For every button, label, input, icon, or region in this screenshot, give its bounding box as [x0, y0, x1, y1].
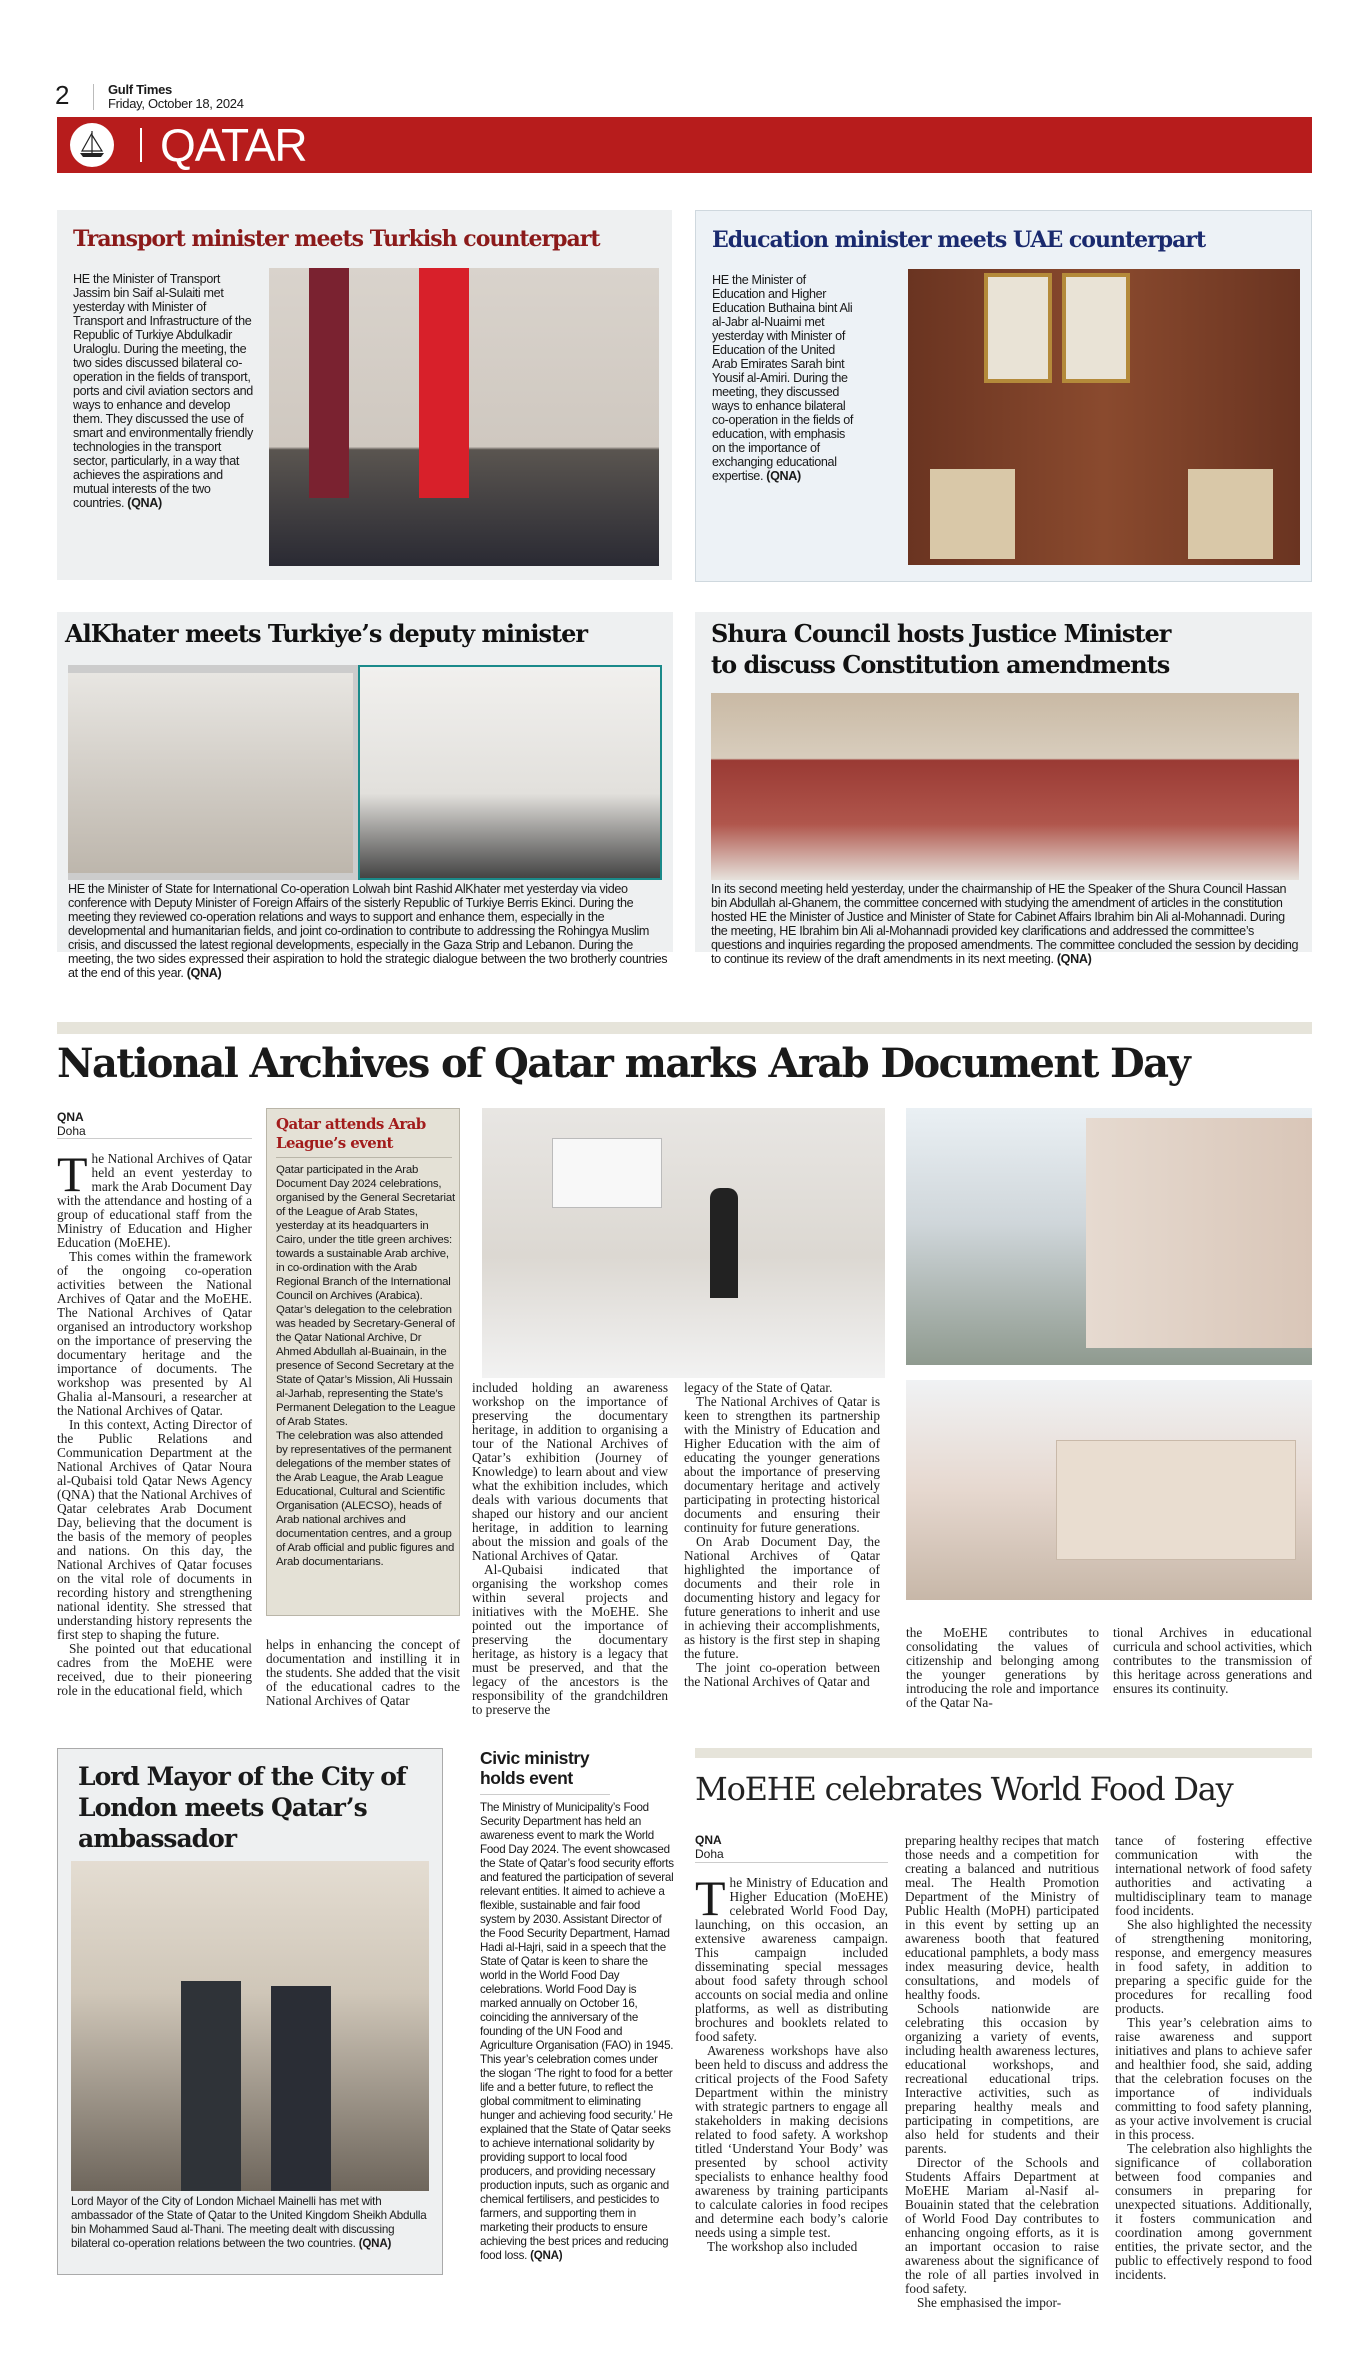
story-body: In its second meeting held yesterday, under the chairmanship of HE the Speaker of the Shura Council Hassan bin Abdullah al-Ghanem, the committee concerned with studying the amendment of articles in the constitution hosted HE the Minister of Justice and Minister of State for Cabinet Affairs Ibrahim bin Ali al-Mohannadi. During the meeting, HE Ibrahim bin Ali al-Mohannadi provided key clarifications and addressed the committee’s questions and inquiries regarding the proposed amendments. The committee concluded the session by deciding to continue its review of the draft amendments in its next meeting.	[711, 882, 1299, 966]
paragraph: helps in enhancing the concept of documentation and instilling it in the students. She added that the visit of the educational cadres to the National Archives of Qatar	[266, 1637, 460, 1708]
paragraph: preparing healthy recipes that match those needs and a competition for creating a balanced and nutritious meal. The Health Promotion Department of the Ministry of Public Health (MoPH) participated in this event by setting up an awareness booth that featured educational pamphlets, a body mass index measuring device, health consultations, and models of healthy foods.	[905, 1833, 1099, 2002]
paragraph: included holding an awareness workshop on the importance of preserving the documentary heritage, in addition to organising a tour of the National Archives of Qatar’s exhibition (Journey of Knowledge) to learn about and view what the exhibition includes, which deals with various documents that shaped our history and our ancient heritage, in addition to learning about the mission and goals of the National Archives of Qatar.	[472, 1380, 668, 1563]
article-column-4	[684, 1381, 880, 1689]
paragraph: he Ministry of Education and Higher Education (MoEHE) celebrated World Food Day, launching, on this occasion, an extensive awareness campaign. This campaign included disseminating special messages about food safety through school accounts on social media and online platforms, as well as distributing brochures and booklets related to food safety.	[695, 1875, 888, 2044]
byline	[57, 1110, 252, 1138]
article-column-3	[472, 1381, 668, 1717]
paragraph: the MoEHE contributes to consolidating the values of citizenship and belonging among the younger generations by introducing the role and importance of the Qatar Na-	[906, 1625, 1099, 1710]
section-rule	[57, 1022, 1312, 1034]
paragraph: She emphasised the impor-	[917, 2295, 1062, 2310]
workshop-photo	[482, 1108, 885, 1378]
story-credit: (QNA)	[127, 496, 162, 510]
transport-story	[57, 210, 672, 580]
dhow-logo-icon	[70, 123, 114, 167]
story-body: The Ministry of Municipality’s Food Security Department has held an awareness event to mark the World Food Day 2024. The event showcased the State of Qatar’s food security efforts and featured the participation of several relevant entities. It aimed to achieve a flexible, sustainable and fair food system by 2030. Assistant Director of the Food Security Department, Hamad Hadi al-Hajri, said in a speech that the State of Qatar is keen to share the world in the World Food Day celebrations. World Food Day is marked annually on October 16, coinciding the anniversary of the founding of the UN Food and Agriculture Organisation (FAO) in 1945. This year’s celebration comes under the slogan ‘The right to food for a better life and a better future, to reflect the global commitment to eliminating hunger and achieving food security.’ He explained that the State of Qatar seeks to achieve international solidarity by providing support to local food producers, and providing necessary production inputs, such as organic and chemical fertilisers, and pesticides to farmers, and supporting them in marketing their products to ensure achieving the best prices and reducing food loss.	[480, 1801, 674, 2262]
story-credit: (QNA)	[1056, 952, 1092, 966]
page-number: 2	[55, 80, 70, 110]
paragraph: The celebration also highlights the significance of collaboration between food companies and consumers in preparing for unexpected situations. Additionally, it fosters communication and coordination among government entities, the private sector, and the public to effectively respond to food incidents.	[1115, 2141, 1312, 2282]
divider	[57, 1138, 252, 1139]
paragraph: Schools nationwide are celebrating this occasion by organizing a variety of events, including health awareness lectures, educational workshops, and recreational educational trips. Interactive activities, such as preparing healthy meals and participating in competitions, are also held for students and their parents.	[905, 2001, 1099, 2156]
council-meeting-photo	[711, 693, 1299, 880]
paper-name: Gulf Times	[108, 82, 172, 97]
civic-story	[480, 1748, 676, 2263]
meeting-photo	[71, 1861, 429, 2191]
story-headline: MoEHE celebrates World Food Day	[695, 1770, 1233, 1808]
exhibition-photo	[906, 1380, 1312, 1600]
byline-agency: QNA	[57, 1110, 84, 1124]
article-column-2	[905, 1834, 1099, 2310]
article-column-1	[695, 1870, 888, 2254]
lord-mayor-story	[57, 1748, 443, 2275]
byline-place: Doha	[57, 1124, 86, 1138]
paragraph: Qatar’s delegation to the celebration was headed by Secretary-General of the Qatar National Archive, Dr Ahmed Abdullah al-Buainain, in the presence of Second Secretary at the State of Qatar’s Mission, Ali Hussain al-Jarhab, representing the State’s Permanent Delegation to the League of Arab States.	[276, 1304, 456, 1428]
drop-cap: T	[695, 1870, 726, 1926]
issue-date: Friday, October 18, 2024	[108, 96, 244, 111]
divider	[93, 84, 94, 110]
exhibition-photo	[906, 1108, 1312, 1365]
headline-line: to discuss Constitution amendments	[711, 650, 1170, 679]
story-credit: (QNA)	[186, 966, 222, 980]
story-headline: Civic ministry holds event	[480, 1748, 610, 1795]
story-body: HE the Minister of Transport Jassim bin Saif al-Sulaiti met yesterday with Minister of Transport and Infrastructure of the Republic of Turkiye Abdulkadir Uraloglu. During the meeting, the two sides discussed bilateral co-operation in the fields of transport, ports and civil aviation sectors and ways to enhance and develop them. They discussed the use of smart and environmentally friendly technologies in the transport sector, particularly, in a way that achieves the aspirations and mutual interests of the two countries.	[73, 272, 253, 510]
paragraph: Awareness workshops have also been held to discuss and address the critical projects of the Food Safety Department within the ministry with strategic partners to engage all stakeholders in making decisions related to food safety. A workshop titled ‘Understand Your Body’ was presented by school activity specialists to enhance healthy food awareness by training participants to calculate calories in food recipes and determine each body’s calorie needs using a simple test.	[695, 2043, 888, 2240]
paragraph: tional Archives in educational curricula and school activities, which contributes to the transmission of this heritage across generations and ensures its continuity.	[1113, 1625, 1312, 1696]
byline-place: Doha	[695, 1847, 724, 1861]
headline-line: Shura Council hosts Justice Minister	[711, 619, 1171, 648]
sidebar-headline: Qatar attends Arab League’s event	[276, 1115, 452, 1158]
section-title: QATAR	[160, 119, 307, 171]
paragraph: The workshop also included	[707, 2239, 858, 2254]
paragraph: She pointed out that educational cadres from the MoEHE were received, due to their pioneering role in the educational field, which	[57, 1641, 252, 1698]
paragraph: Qatar participated in the Arab Document Day 2024 celebrations, organised by the General Secretariat of the League of Arab States, yesterday at its headquarters in Cairo, under the title green archives: towards a sustainable Arab archive, in co-ordination with the Arab Regional Branch of the International Council on Archives (Arabica).	[276, 1164, 455, 1302]
divider	[140, 128, 142, 162]
meeting-photo	[908, 269, 1300, 565]
story-credit: (QNA)	[358, 2237, 392, 2250]
sidebar-box	[266, 1108, 460, 1616]
alkhater-story	[57, 612, 673, 980]
story-headline: Education minister meets UAE counterpart	[712, 227, 1206, 253]
paragraph: On Arab Document Day, the National Archives of Qatar highlighted the importance of documents and their role in documenting history and legacy for future generations to inherit and use in achieving their accomplishments, as history is the first step in shaping the future.	[684, 1534, 880, 1661]
paragraph: The joint co-operation between the National Archives of Qatar and	[684, 1660, 880, 1689]
story-headline: AlKhater meets Turkiye’s deputy minister	[65, 619, 588, 648]
photo-caption: Lord Mayor of the City of London Michael Mainelli has met with ambassador of the State of Qatar to the United Kingdom Sheikh Abdulla bin Mohammed Saud al-Thani. The meeting dealt with discussing bilateral co-operation relations between the two countries.	[71, 2195, 427, 2250]
drop-cap: T	[57, 1146, 88, 1202]
paragraph: Director of the Schools and Students Affairs Department at MoEHE Mariam al-Nasif al-Bouainin stated that the celebration of World Food Day contributes to enhancing ongoing efforts, as it is an important occasion to raise awareness about the significance of the role of all parties involved in food safety.	[905, 2155, 1099, 2296]
paragraph: The celebration was also attended by representatives of the permanent delegations of the member states of the Arab League, the Arab League Educational, Cultural and Scientific Organisation (ALECSO), heads of Arab national archives and documentation centres, and a group of Arab official and public figures and Arab documentarians.	[276, 1430, 455, 1568]
byline-agency: QNA	[695, 1833, 722, 1847]
paragraph: In this context, Acting Director of the Public Relations and Communication Department at the National Archives of Qatar Noura al-Qubaisi told Qatar News Agency (QNA) that the National Archives of Qatar celebrates Arab Document Day, believing that the document is the basis of the memory of peoples and nations. On this day, the National Archives of Qatar focuses on the vital role of documents in recording history and strengthening national identity. She stressed that understanding history represents the first step to shaping the future.	[57, 1417, 252, 1642]
article-column-5	[906, 1626, 1099, 1710]
education-story	[695, 210, 1312, 582]
story-body: HE the Minister of State for International Co-operation Lolwah bint Rashid AlKhater met yesterday via video conference with Deputy Minister of Foreign Affairs of the sisterly Republic of Turkiye Berris Ekinci. During the meeting they reviewed co-operation relations and ways to support and enhance them, especially in the developmental and humanitarian fields, and joint co-ordination to contribute to addressing the Rohingya Muslim crisis, and discussed the latest regional developments, especially in the Gaza Strip and Lebanon. During the meeting, the two sides expressed their aspiration to hold the strategic dialogue between the two brotherly countries at the end of this year.	[68, 882, 668, 980]
byline	[695, 1833, 888, 1861]
article-column-6	[1113, 1626, 1312, 1696]
paragraph: She also highlighted the necessity of strengthening monitoring, response, and emergency measures in food safety, in addition to preparing a specific guide for the procedures for recalling food products.	[1115, 1917, 1312, 2016]
story-headline: Transport minister meets Turkish counterpart	[73, 226, 600, 252]
shura-story	[695, 612, 1312, 966]
story-credit: (QNA)	[530, 2249, 563, 2262]
paragraph: he National Archives of Qatar held an event yesterday to mark the Arab Document Day with the attendance and hosting of a group of educational staff from the Ministry of Education and Higher Education (MoEHE).	[57, 1151, 252, 1250]
lead-headline: National Archives of Qatar marks Arab Document Day	[57, 1040, 1190, 1087]
paragraph: legacy of the State of Qatar.	[684, 1380, 833, 1395]
article-column-1	[57, 1146, 252, 1698]
story-credit: (QNA)	[766, 469, 801, 483]
story-headline: Lord Mayor of the City of London meets Qatar’s ambassador	[78, 1762, 406, 1853]
article-column-2	[266, 1638, 460, 1708]
video-conference-photo	[68, 665, 662, 880]
paragraph: The National Archives of Qatar is keen to strengthen its partnership with the Ministry of Education and Higher Education with the aim of educating the younger generations about the importance of preserving documentary heritage and actively participating in protecting historical documents and ensuring their continuity for future generations.	[684, 1394, 880, 1535]
paragraph: tance of fostering effective communication with the international network of food safety authorities and activating a multidisciplinary team to manage food incidents.	[1115, 1833, 1312, 1918]
paragraph: This year’s celebration aims to raise awareness and support initiatives and plans to achieve safer and healthier food, she said, adding that the celebration focuses on the importance of individuals committing to food safety planning, as your active involvement is crucial in this process.	[1115, 2015, 1312, 2142]
article-column-3	[1115, 1834, 1312, 2282]
story-headline	[711, 618, 1170, 680]
section-rule	[695, 1748, 1312, 1758]
paragraph: Al-Qubaisi indicated that organising the workshop comes within several projects and initiatives with the MoEHE. She pointed out the importance of preserving the documentary heritage, as history is a legacy that must be preserved, and that the legacy of the ancestors is the responsibility of the grandchildren to preserve the	[472, 1562, 668, 1717]
story-body: HE the Minister of Education and Higher Education Buthaina bint Ali al-Jabr al-Nuaimi met yesterday with Minister of Education of the United Arab Emirates Sarah bint Yousif al-Amiri. During the meeting, they discussed ways to enhance bilateral co-operation in the fields of education, with emphasis on the importance of exchanging educational expertise.	[712, 273, 854, 483]
meeting-photo	[269, 268, 659, 566]
divider	[695, 1862, 888, 1863]
paragraph: This comes within the framework of the ongoing co-operation activities between the National Archives of Qatar and the MoEHE. The National Archives of Qatar organised an introductory workshop on the importance of preserving the documentary heritage and the importance of documents. The workshop was presented by Al Ghalia al-Mansouri, a researcher at the National Archives of Qatar.	[57, 1249, 252, 1418]
